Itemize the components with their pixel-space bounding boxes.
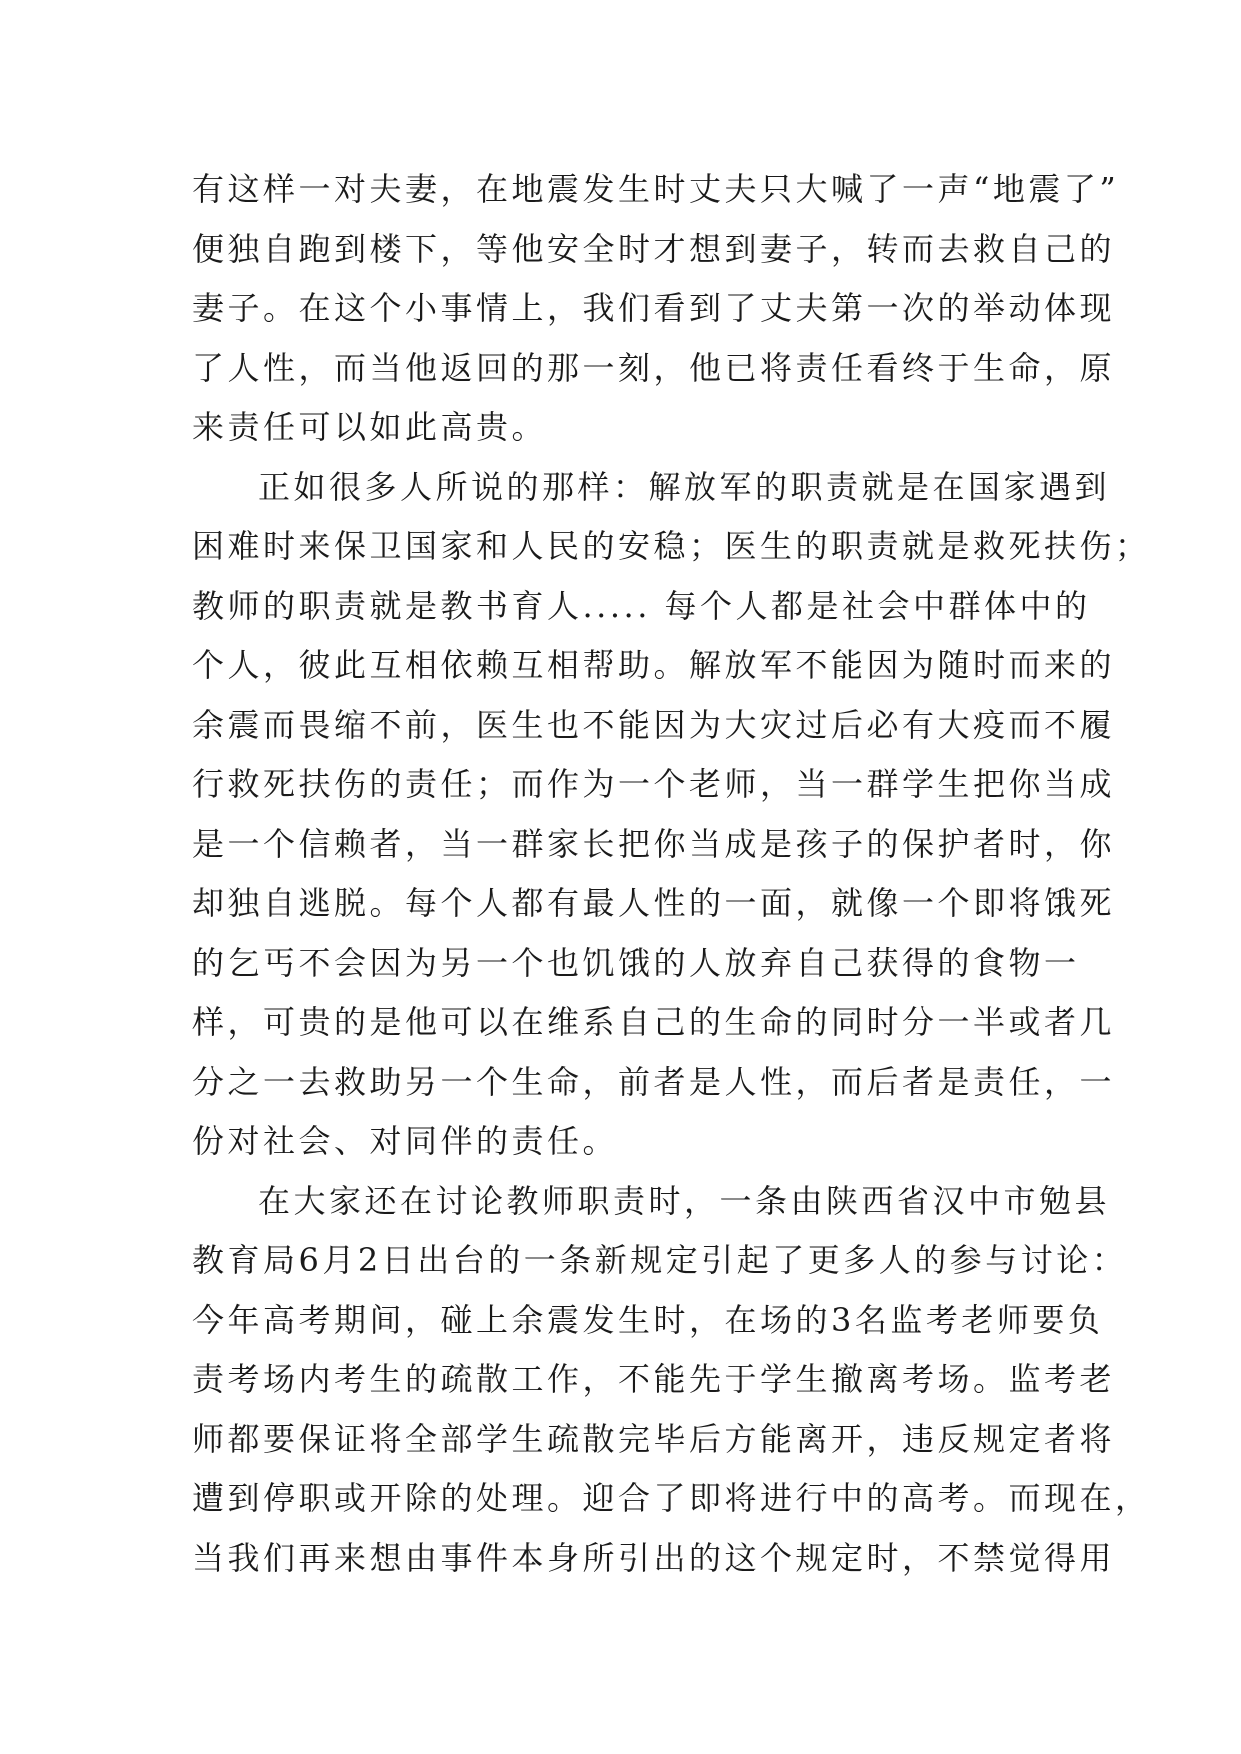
text-line: 困难时来保卫国家和人民的安稳；医生的职责就是救死扶伤； (192, 527, 1151, 565)
text-line: 的乞丐不会因为另一个也饥饿的人放弃自己获得的食物一 (192, 943, 1080, 982)
text-line: 来责任可以如此高贵。 (192, 408, 548, 446)
text-line: 便独自跑到楼下，等他安全时才想到妻子，转而去救自己的 (192, 229, 1116, 268)
text-line: 教师的职责就是教书育人..... 每个人都是社会中群体中的 (192, 586, 1091, 625)
text-line: 有这样一对夫妻，在地震发生时丈夫只大喊了一声“地震了” (192, 170, 1120, 208)
text-line: 分之一去救助另一个生命，前者是人性，而后者是责任，一 (192, 1062, 1116, 1101)
text-line: 当我们再来想由事件本身所引出的这个规定时，不禁觉得用 (192, 1538, 1116, 1577)
paragraph-3 (192, 1172, 1151, 1589)
text-line: 份对社会、对同伴的责任。 (192, 1122, 619, 1160)
text-line: 在大家还在讨论教师职责时，一条由陕西省汉中市勉县 (258, 1181, 1111, 1220)
text-line: 却独自逃脱。每个人都有最人性的一面，就像一个即将饿死 (192, 884, 1116, 922)
text-line: 遭到停职或开除的处理。迎合了即将进行中的高考。而现在， (192, 1479, 1151, 1517)
text-line: 今年高考期间，碰上余震发生时，在场的3名监考老师要负 (192, 1300, 1104, 1339)
text-line: 行救死扶伤的责任；而作为一个老师，当一群学生把你当成 (192, 765, 1116, 803)
text-line: 责考场内考生的疏散工作，不能先于学生撤离考场。监考老 (192, 1360, 1116, 1398)
text-line: 了人性，而当他返回的那一刻，他已将责任看终于生命，原 (192, 348, 1116, 387)
paragraph-2 (192, 458, 1151, 1172)
text-line: 是一个信赖者，当一群家长把你当成是孩子的保护者时，你 (192, 824, 1116, 863)
document-body (192, 160, 1151, 1588)
text-line: 余震而畏缩不前，医生也不能因为大灾过后必有大疫而不履 (192, 705, 1116, 744)
text-line: 个人，彼此互相依赖互相帮助。解放军不能因为随时而来的 (192, 646, 1116, 684)
text-line: 师都要保证将全部学生疏散完毕后方能离开，违反规定者将 (192, 1419, 1116, 1458)
text-line: 教育局6月2日出台的一条新规定引起了更多人的参与讨论： (192, 1241, 1128, 1279)
paragraph-1 (192, 160, 1120, 458)
text-line: 样，可贵的是他可以在维系自己的生命的同时分一半或者几 (192, 1003, 1116, 1041)
text-line: 正如很多人所说的那样：解放军的职责就是在国家遇到 (258, 467, 1111, 506)
text-line: 妻子。在这个小事情上，我们看到了丈夫第一次的举动体现 (192, 289, 1116, 327)
